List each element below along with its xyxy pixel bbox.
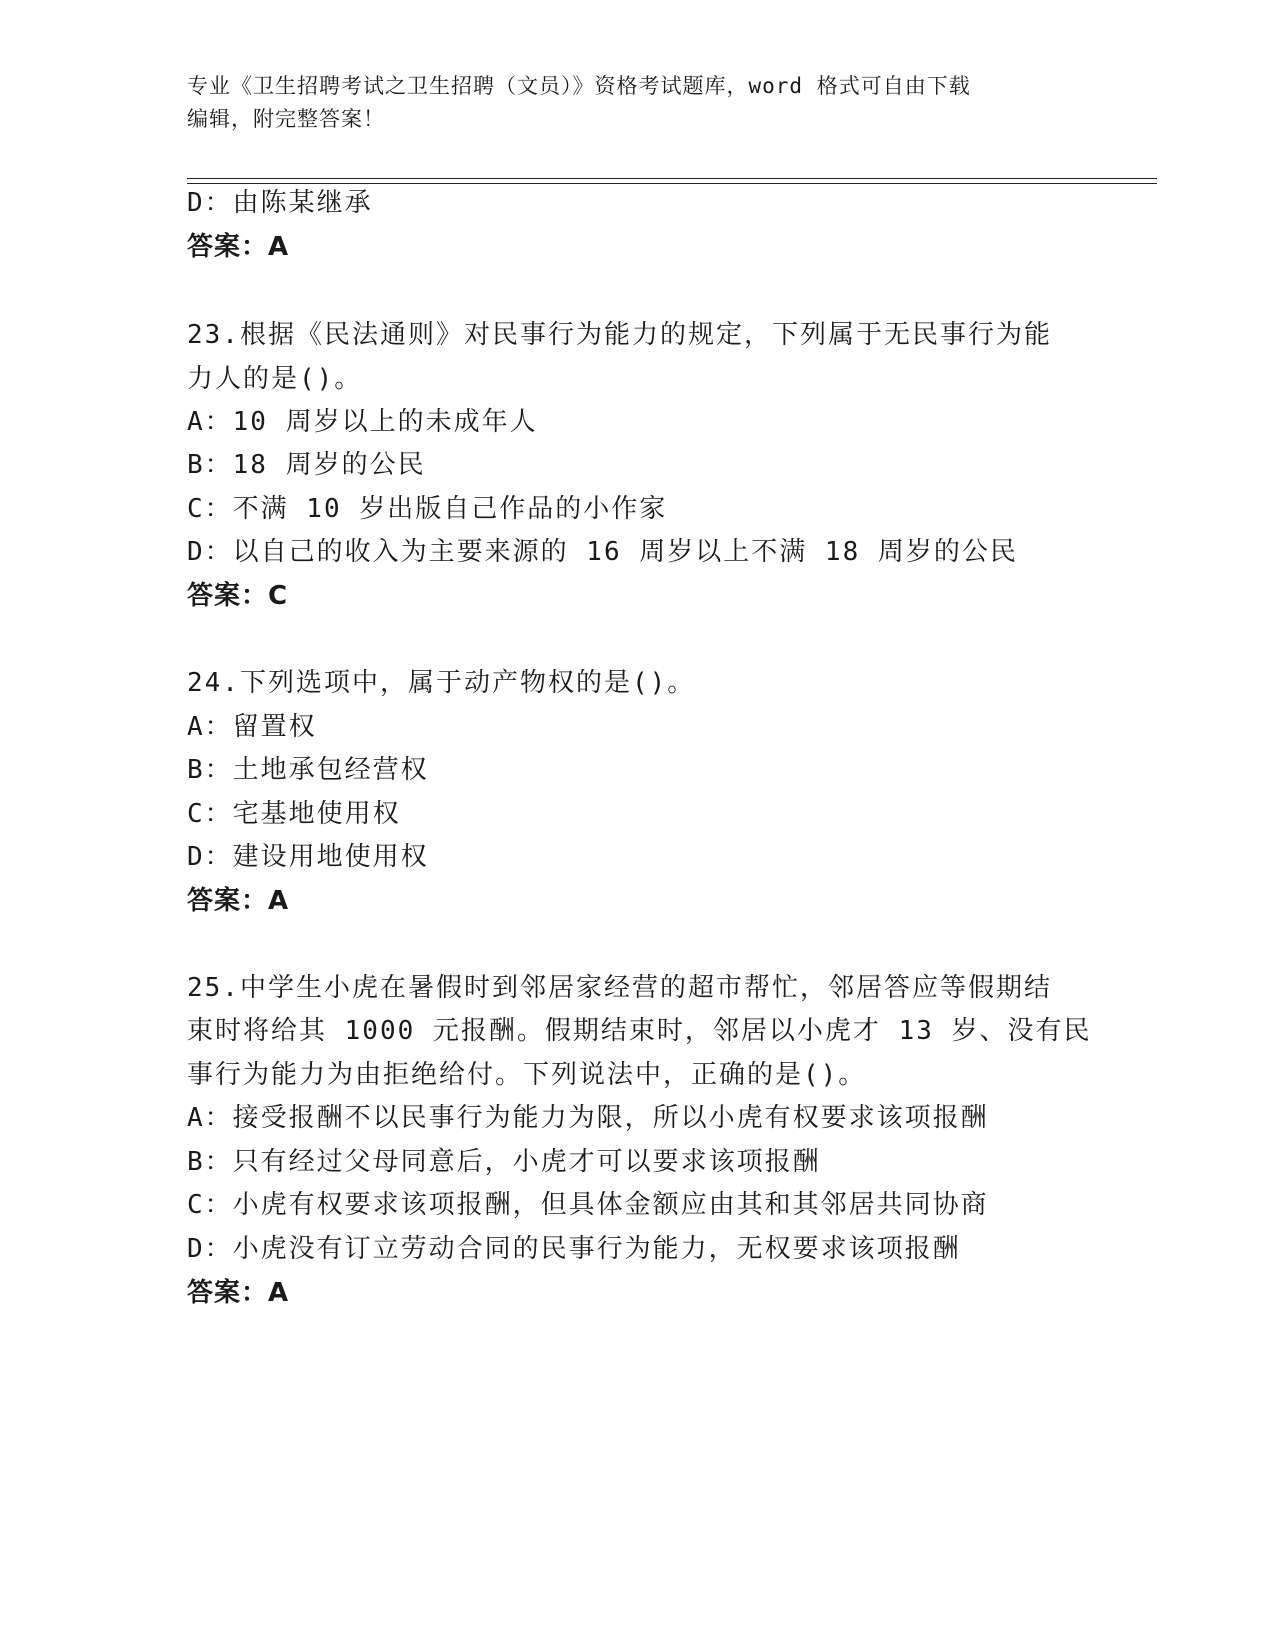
header-line-2: 编辑，附完整答案！ <box>187 107 385 131</box>
q25-stem-line-2: 束时将给其 1000 元报酬。假期结束时，邻居以小虎才 13 岁、没有民 <box>187 1016 1092 1046</box>
q24-stem-line-1: 24.下列选项中，属于动产物权的是()。 <box>187 668 696 698</box>
q24-option-b: B：土地承包经营权 <box>187 755 429 785</box>
q25-answer: 答案：A <box>187 1278 290 1308</box>
q25-stem-line-1: 25.中学生小虎在暑假时到邻居家经营的超市帮忙，邻居答应等假期结 <box>187 973 1052 1003</box>
q23-option-c: C：不满 10 岁出版自己作品的小作家 <box>187 494 668 524</box>
header-line-1: 专业《卫生招聘考试之卫生招聘（文员）》资格考试题库，word 格式可自由下载 <box>187 74 971 98</box>
prev-answer: 答案：A <box>187 232 290 262</box>
q23-option-b: B：18 周岁的公民 <box>187 450 426 480</box>
prev-option-d: D：由陈某继承 <box>187 188 373 218</box>
q23-stem-line-2: 力人的是()。 <box>187 364 363 394</box>
header-divider-top <box>187 178 1157 179</box>
q24-option-c: C：宅基地使用权 <box>187 799 401 829</box>
q24-answer: 答案：A <box>187 886 290 916</box>
q23-option-a: A：10 周岁以上的未成年人 <box>187 407 538 437</box>
q23-answer: 答案：C <box>187 581 289 611</box>
q24-option-a: A：留置权 <box>187 712 317 742</box>
header-divider-bottom <box>187 183 1157 184</box>
q25-option-d: D：小虎没有订立劳动合同的民事行为能力，无权要求该项报酬 <box>187 1234 961 1264</box>
q25-option-b: B：只有经过父母同意后，小虎才可以要求该项报酬 <box>187 1147 821 1177</box>
document-page <box>187 0 1157 1650</box>
q24-option-d: D：建设用地使用权 <box>187 842 429 872</box>
q23-option-d: D：以自己的收入为主要来源的 16 周岁以上不满 18 周岁的公民 <box>187 537 1018 567</box>
q23-stem-line-1: 23.根据《民法通则》对民事行为能力的规定，下列属于无民事行为能 <box>187 320 1052 350</box>
q25-option-a: A：接受报酬不以民事行为能力为限，所以小虎有权要求该项报酬 <box>187 1103 989 1133</box>
q25-option-c: C：小虎有权要求该项报酬，但具体金额应由其和其邻居共同协商 <box>187 1190 989 1220</box>
page-header <box>187 70 1087 136</box>
q25-stem-line-3: 事行为能力为由拒绝给付。下列说法中，正确的是()。 <box>187 1060 867 1090</box>
